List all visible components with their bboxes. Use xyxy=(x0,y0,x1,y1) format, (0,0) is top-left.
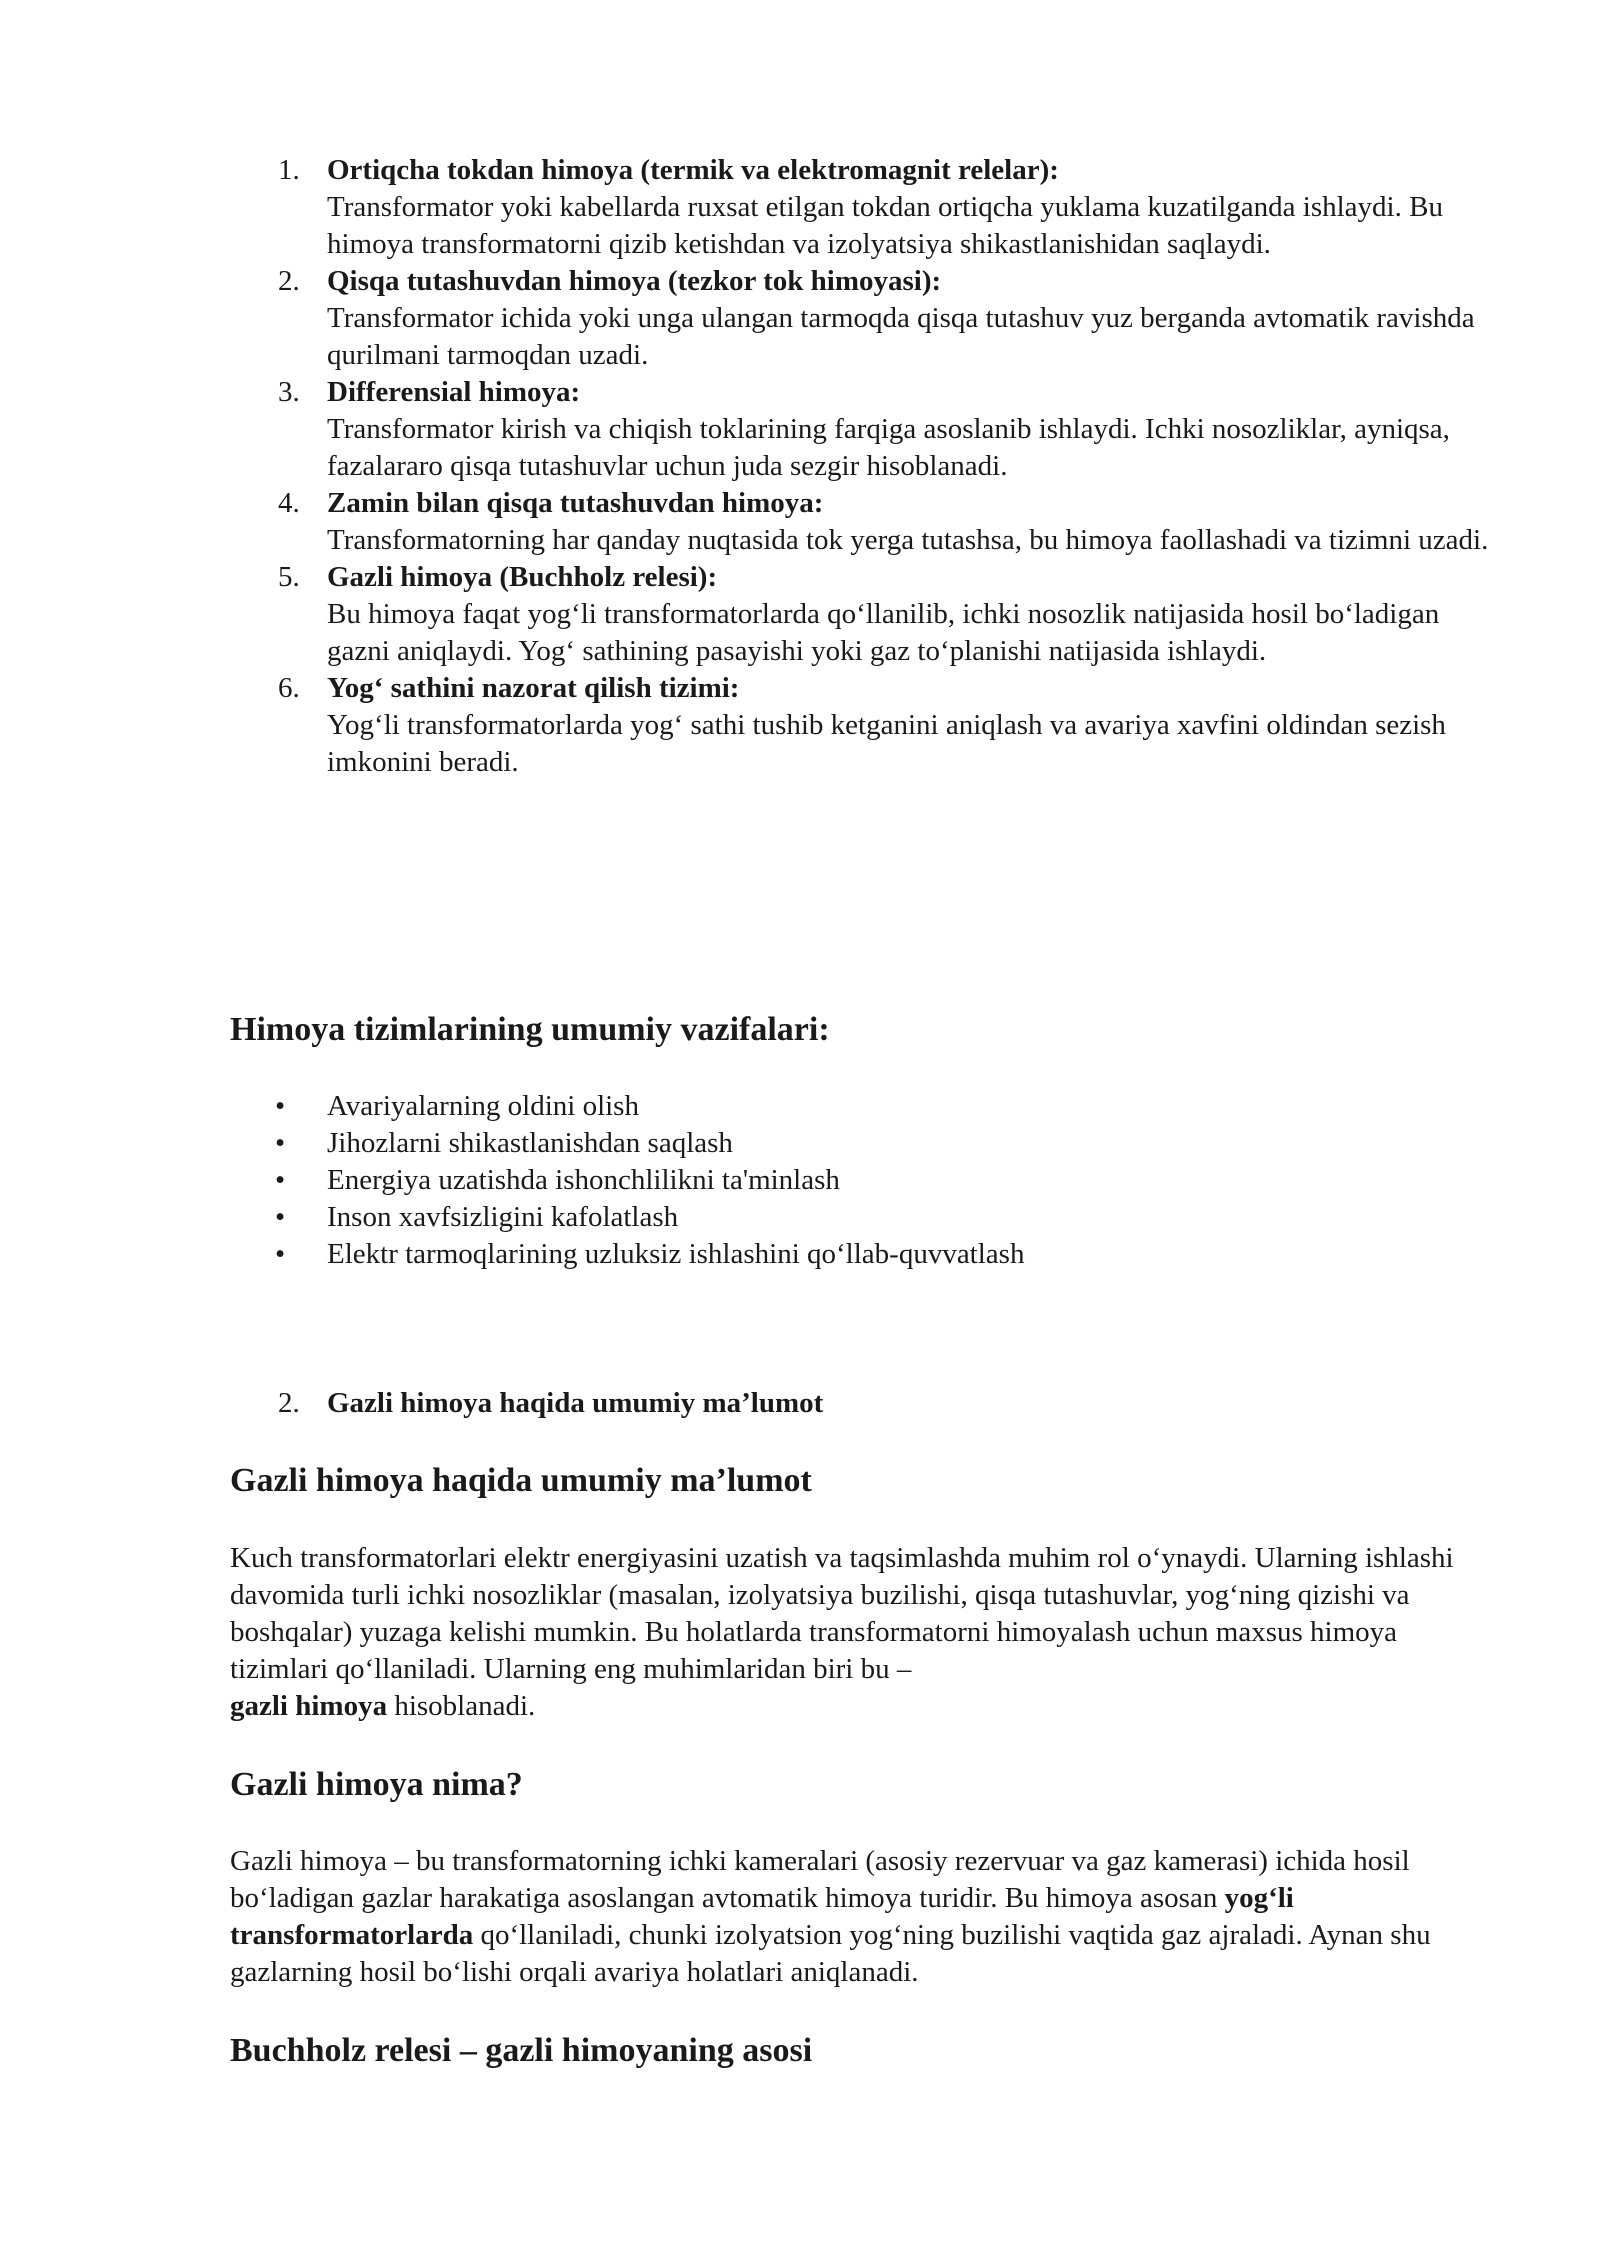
list-number: 3. xyxy=(278,376,300,408)
list-item-description: Bu himoya faqat yog‘li transformatorlarda qo‘llanilib, ichki nosozlik natijasida hosil bo‘ladigan gazni aniqlaydi. Yog‘ sathining pasayishi yoki gaz to‘planishi natijasida ishlaydi. xyxy=(327,598,1440,667)
list-item-text: Elektr tarmoqlarining uzluksiz ishlashini qo‘llab-quvvatlash xyxy=(327,1238,1025,1270)
list-item-title: Yog‘ sathini nazorat qilish tizimi: xyxy=(327,672,740,704)
bullet: • xyxy=(275,1201,286,1233)
list-item-text: Energiya uzatishda ishonchlilikni ta'minlash xyxy=(327,1164,840,1196)
list-item-title: Ortiqcha tokdan himoya (termik va elektromagnit relelar): xyxy=(327,154,1059,186)
list-number: 6. xyxy=(278,672,300,704)
tasks-heading: Himoya tizimlarining umumiy vazifalari: xyxy=(230,1011,830,1048)
list-item-description: Yog‘li transformatorlarda yog‘ sathi tushib ketganini aniqlash va avariya xavfini oldindan sezish imkonini beradi. xyxy=(327,709,1446,778)
paragraph-text: Gazli himoya – bu transformatorning ichki kameralari (asosiy rezervuar va gaz kamerasi) ichida hosil bo‘ladigan gazlar harakatiga asoslangan avtomatik himoya turidir. Bu himoya asosan xyxy=(230,1845,1410,1914)
list-item xyxy=(230,1236,1024,1273)
list-item-description: Transformator kirish va chiqish toklarining farqiga asoslanib ishlaydi. Ichki nosozliklar, ayniqsa, fazalararo qisqa tutashuvlar uchun juda sezgir hisoblanadi. xyxy=(327,413,1450,482)
list-item xyxy=(230,559,1500,670)
bullet: • xyxy=(275,1164,286,1196)
list-item xyxy=(230,1162,1024,1199)
overview-paragraph xyxy=(230,1540,1500,1725)
subheading-text: Gazli himoya haqida umumiy ma’lumot xyxy=(327,1387,824,1419)
list-item-title: Differensial himoya: xyxy=(327,376,581,408)
list-number: 4. xyxy=(278,487,300,519)
list-item-description: Transformator yoki kabellarda ruxsat etilgan tokdan ortiqcha yuklama kuzatilganda ishlaydi. Bu himoya transformatorni qizib ketishdan va izolyatsiya shikastlanishidan saqlaydi. xyxy=(327,191,1443,260)
list-number: 5. xyxy=(278,561,300,593)
bullet: • xyxy=(275,1127,286,1159)
list-item-text: Avariyalarning oldini olish xyxy=(327,1090,639,1122)
paragraph-text: hisoblanadi. xyxy=(387,1690,536,1722)
list-item-title: Qisqa tutashuvdan himoya (tezkor tok himoyasi): xyxy=(327,265,942,297)
tasks-list xyxy=(230,1088,1024,1273)
list-item-text: Jihozlarni shikastlanishdan saqlash xyxy=(327,1127,733,1159)
list-item xyxy=(230,1088,1024,1125)
list-item xyxy=(230,485,1500,559)
list-item xyxy=(230,670,1500,781)
list-item-text: Inson xavfsizligini kafolatlash xyxy=(327,1201,679,1233)
what-is-paragraph xyxy=(230,1843,1500,1991)
list-number: 2. xyxy=(278,1387,300,1419)
list-item-title: Zamin bilan qisqa tutashuvdan himoya: xyxy=(327,487,824,519)
list-item-title: Gazli himoya (Buchholz relesi): xyxy=(327,561,718,593)
list-item-description: Transformatorning har qanday nuqtasida tok yerga tutashsa, bu himoya faollashadi va tizimni uzadi. xyxy=(327,524,1489,556)
paragraph-text: Kuch transformatorlari elektr energiyasini uzatish va taqsimlashda muhim rol o‘ynaydi. Ularning ishlashi davomida turli ichki nosozliklar (masalan, izolyatsiya buzilishi, qisqa tutashuvlar, yog‘ning qizishi va boshqalar) yuzaga kelishi mumkin. Bu holatlarda transformatorni himoyalash uchun maxsus himoya tizimlari qo‘llaniladi. Ularning eng muhimlaridan biri bu – xyxy=(230,1542,1454,1685)
bold-term: yog‘li transformatorlarda xyxy=(230,1882,1294,1951)
paragraph-text: qo‘llaniladi, chunki izolyatsion yog‘ning buzilishi vaqtida gaz ajraladi. Aynan shu gazlarning hosil bo‘lishi orqali avariya holatlari aniqlanadi. xyxy=(230,1919,1431,1988)
what-is-heading: Gazli himoya nima? xyxy=(230,1766,523,1803)
list-item-description: Transformator ichida yoki unga ulangan tarmoqda qisqa tutashuv yuz berganda avtomatik ravishda qurilmani tarmoqdan uzadi. xyxy=(327,302,1475,371)
list-item xyxy=(230,1125,1024,1162)
bullet: • xyxy=(275,1090,286,1122)
list-number: 2. xyxy=(278,265,300,297)
list-item xyxy=(230,263,1500,374)
buchholz-heading: Buchholz relesi – gazli himoyaning asosi xyxy=(230,2032,813,2069)
overview-heading: Gazli himoya haqida umumiy ma’lumot xyxy=(230,1462,812,1499)
list-item xyxy=(230,152,1500,263)
list-number: 1. xyxy=(278,154,300,186)
protection-types-list xyxy=(230,152,1500,781)
bold-term: gazli himoya xyxy=(230,1690,388,1722)
numbered-subheading xyxy=(230,1385,823,1422)
bullet: • xyxy=(275,1238,286,1270)
list-item xyxy=(230,1199,1024,1236)
list-item xyxy=(230,374,1500,485)
